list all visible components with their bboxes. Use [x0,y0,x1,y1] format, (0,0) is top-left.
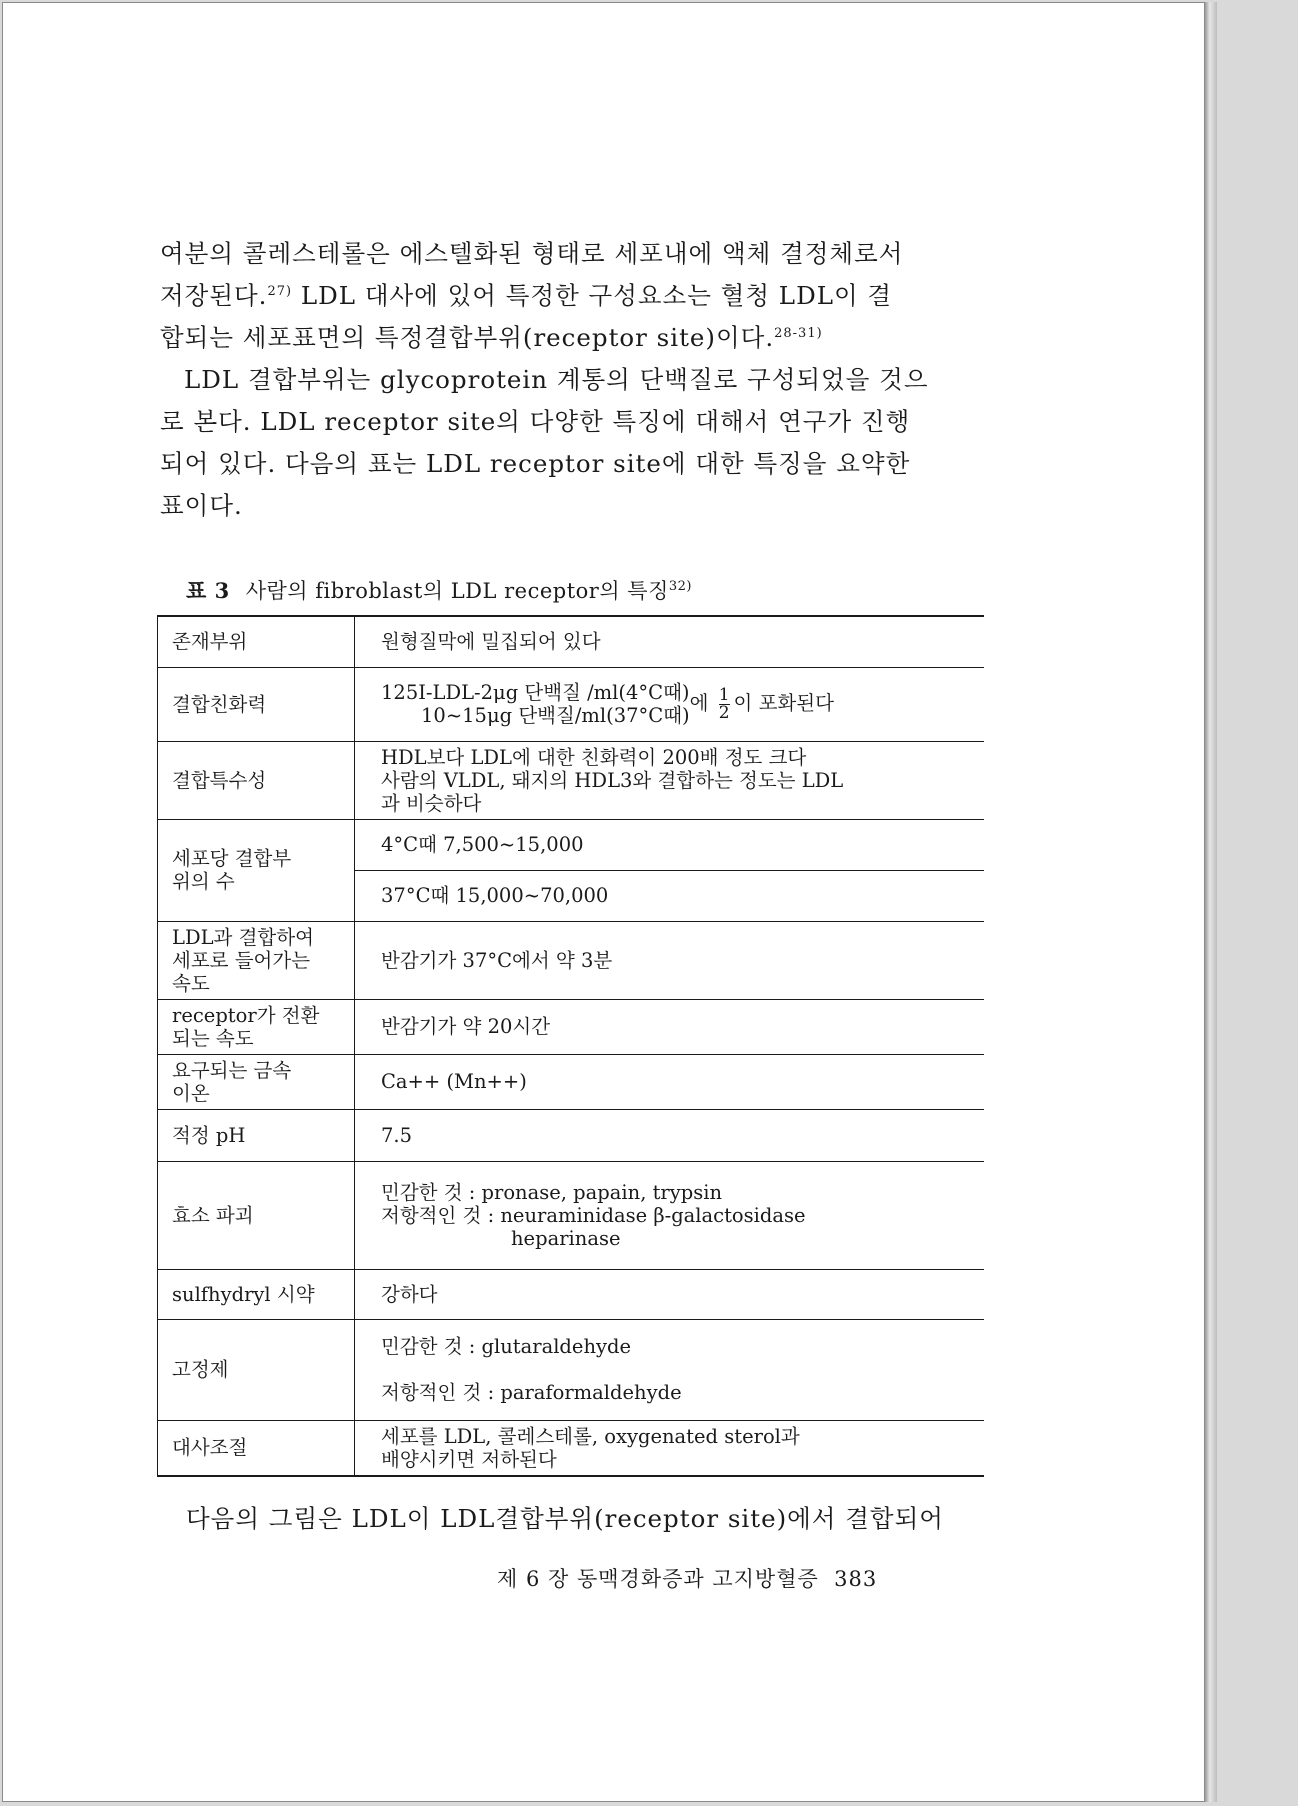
row-value [355,741,985,819]
regulation-line-1: 세포를 LDL, 콜레스테롤, oxygenated sterol과 [381,1424,800,1448]
sites-label-a: 세포당 결합부 [172,847,292,870]
page-footer [497,1563,877,1593]
table-row [158,617,984,667]
table-row [158,1109,984,1161]
p2-line-2: 로 본다. LDL receptor site의 다양한 특징에 대해서 연구가 진행 [160,407,911,436]
p1-line-2b: LDL 대사에 있어 특정한 구성요소는 혈청 LDL이 결 [292,281,893,310]
sites-37c: 37°C때 15,000~70,000 [355,870,984,921]
fixative-sensitive: 민감한 것 : glutaraldehyde [381,1334,632,1358]
metal-label-b: 이온 [172,1081,210,1105]
row-value: 반감기가 약 20시간 [355,999,985,1054]
document-page [2,2,1205,1802]
fraction-numerator: 1 [718,684,730,705]
row-value [355,1420,985,1475]
table-row [158,1420,984,1475]
affinity-line-1: 125I-LDL-2μg 단백질 /ml(4°C때) [381,681,690,704]
row-label: 적정 pH [158,1109,355,1161]
fraction-denominator: 2 [718,702,730,723]
p2-line-4: 표이다. [160,491,243,520]
p1-line-1: 여분의 콜레스테롤은 에스텔화된 형태로 세포내에 액체 결정체로서 [160,239,904,268]
row-label: 고정제 [158,1319,355,1420]
row-label: 결합특수성 [158,741,355,819]
table-row [158,667,984,741]
fraction-one-half [718,684,730,723]
p1-line-3: 합되는 세포표면의 특정결합부위(receptor site)이다. [160,323,775,352]
row-label: sulfhydryl 시약 [158,1269,355,1319]
paragraph-1 [160,233,988,359]
p1-line-2a: 저장된다. [160,281,268,310]
caption-text: 사람의 fibroblast의 LDL receptor의 특징 [245,579,669,603]
row-value: 7.5 [355,1109,985,1161]
turnover-label-a: receptor가 전환 [172,1003,320,1027]
table-caption [186,575,692,605]
uptake-label-c: 속도 [172,971,210,995]
table-row [158,1319,984,1420]
paragraph-2 [160,359,988,527]
uptake-label-b: 세포로 들어가는 [172,948,311,972]
specificity-line-2: 사람의 VLDL, 돼지의 HDL3와 결합하는 정도는 LDL [381,768,844,792]
enzyme-resistant: 저항적인 것 : neuraminidase β-galactosidase [381,1203,806,1227]
row-value [355,819,985,921]
ldl-receptor-table [157,615,984,1477]
fixative-resistant: 저항적인 것 : paraformaldehyde [381,1380,682,1404]
page-edge-shadow [1205,2,1217,1802]
page-number: 383 [834,1567,878,1591]
sites-4c: 4°C때 7,500~15,000 [381,833,584,856]
row-value: 반감기가 37°C에서 약 3분 [355,921,985,999]
row-value [355,1319,985,1420]
p2-line-1: LDL 결합부위는 glycoprotein 계통의 단백질로 구성되었을 것으 [184,365,929,394]
affinity-lines [381,681,690,727]
row-label: 대사조절 [158,1420,355,1475]
affinity-line-2: 10~15μg 단백질/ml(37°C때) [421,704,690,727]
specificity-line-3: 과 비슷하다 [381,791,482,815]
table-row [158,921,984,999]
reference-27: 27) [267,283,293,299]
table-row [158,1161,984,1269]
row-value: 원형질막에 밀집되어 있다 [355,617,985,667]
table-row [158,1054,984,1109]
caption-reference: 32) [668,579,693,594]
table-row [158,1269,984,1319]
row-label: 효소 파괴 [158,1161,355,1269]
enzyme-resistant-cont: heparinase [511,1226,621,1250]
affinity-suffix-a: 에 [689,691,709,715]
row-label [158,921,355,999]
affinity-suffix-b: 이 포화된다 [733,691,834,715]
row-label [158,1054,355,1109]
uptake-label-a: LDL과 결합하여 [172,925,314,949]
sites-label-b: 위의 수 [172,870,235,893]
row-value: 강하다 [355,1269,985,1319]
enzyme-sensitive: 민감한 것 : pronase, papain, trypsin [381,1180,723,1204]
row-label [158,999,355,1054]
regulation-line-2: 배양시키면 저하된다 [381,1447,557,1471]
table-row [158,741,984,819]
chapter-title: 제 6 장 동맥경화증과 고지방혈증 [497,1567,819,1591]
row-value [355,667,985,741]
reference-28-31: 28-31) [774,325,823,341]
row-label [158,819,355,921]
specificity-line-1: HDL보다 LDL에 대한 친화력이 200배 정도 크다 [381,745,807,769]
closing-sentence: 다음의 그림은 LDL이 LDL결합부위(receptor site)에서 결합되어 [186,1504,944,1533]
table-row [158,819,984,921]
metal-label-a: 요구되는 금속 [172,1058,292,1082]
turnover-label-b: 되는 속도 [172,1026,254,1050]
caption-label: 표 3 [186,578,230,603]
body-text [160,233,988,527]
row-value [355,1161,985,1269]
row-label: 결합친화력 [158,667,355,741]
p2-line-3: 되어 있다. 다음의 표는 LDL receptor site에 대한 특징을 요약한 [160,449,911,478]
row-value: Ca++ (Mn++) [355,1054,985,1109]
table-row [158,999,984,1054]
row-label: 존재부위 [158,617,355,667]
